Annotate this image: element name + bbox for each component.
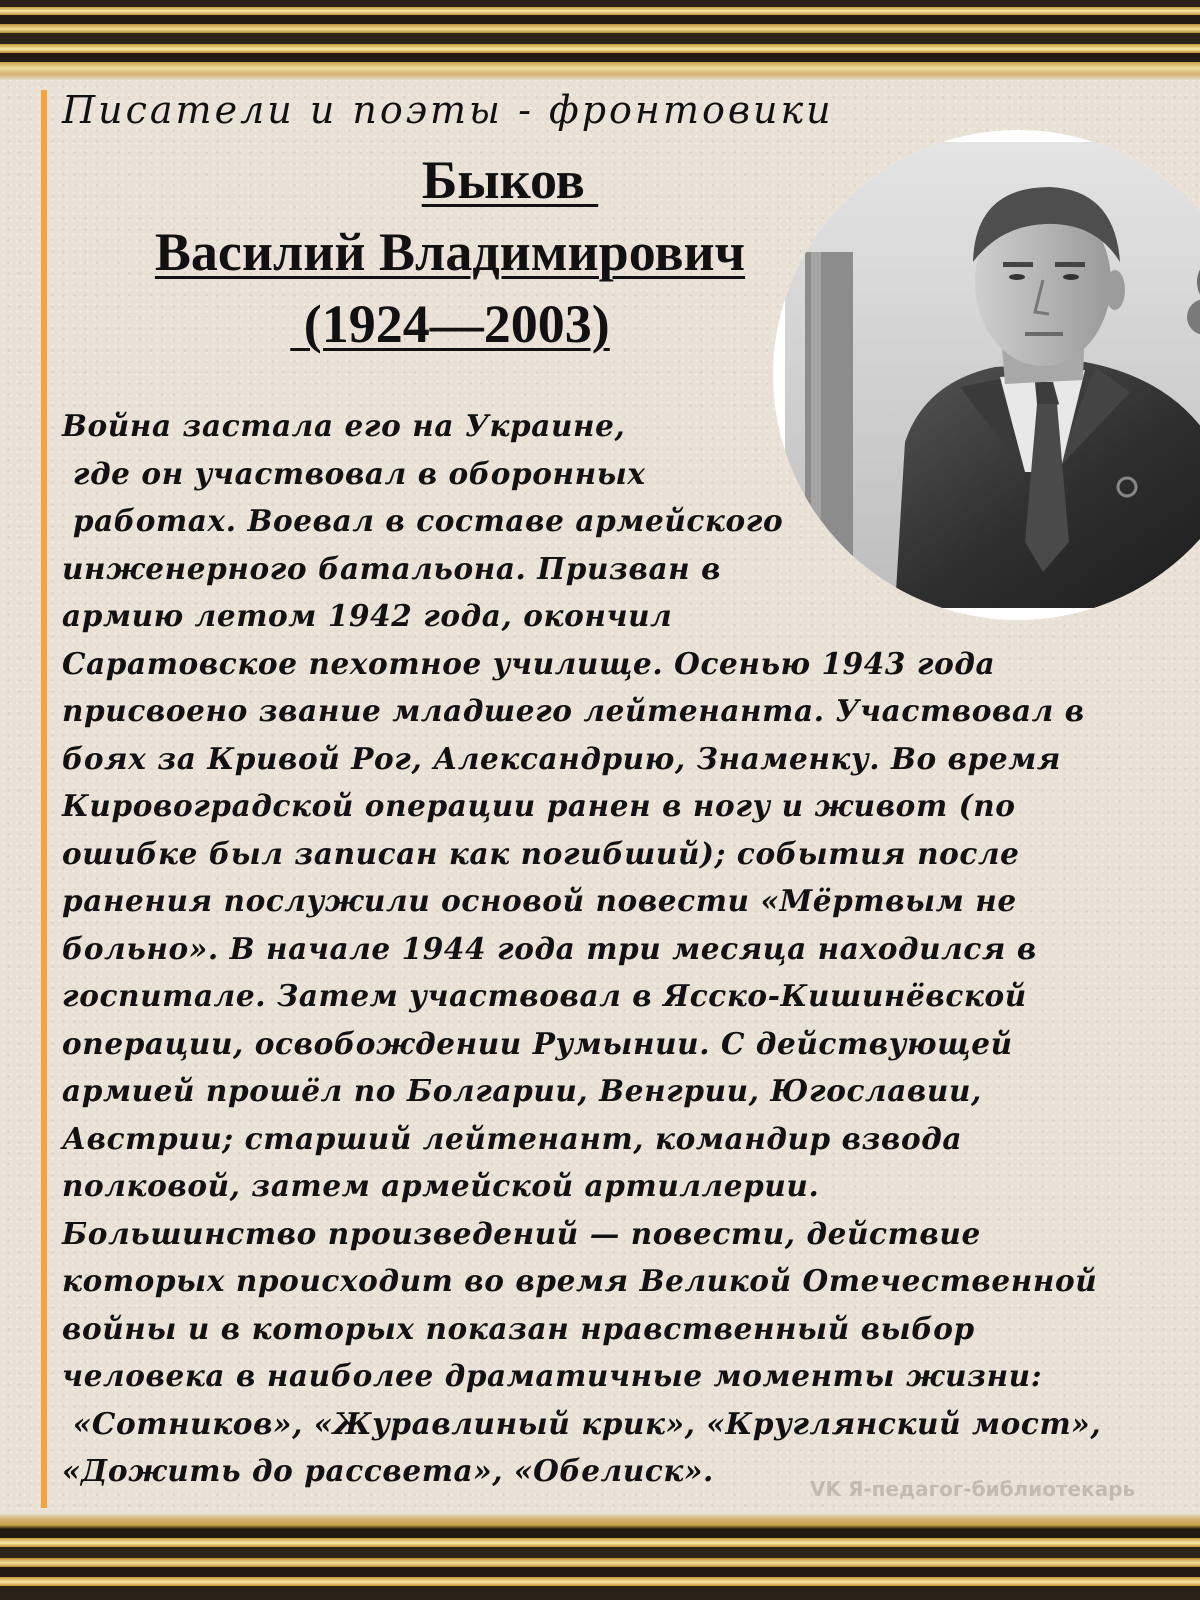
bio-line: Австрии; старший лейтенант, командир взвода [62,1120,963,1156]
gold-frame-bottom [0,1514,1200,1600]
bio-line: где он участвовал в оборонных [62,455,646,491]
bio-line: «Дожить до рассвета», «Обелиск». [62,1453,714,1488]
bio-line: больно». В начале 1944 года три месяца находился в [62,930,1037,966]
gold-frame-top [0,0,1200,80]
surname: Быков [421,150,599,210]
series-title: Писатели и поэты - фронтовики [62,88,834,132]
bio-line: войны и в которых показан нравственный выбор [62,1310,975,1346]
orange-accent-line [41,90,47,1508]
surname-line [60,144,840,216]
bio-line: Война застала его на Украине, [62,408,626,443]
bio-line: Кировоградской операции ранен в ногу и живот (по [62,788,1016,823]
years-line [60,288,840,360]
bio-line: госпитале. Затем участвовал в Ясско-Кишинёвской [62,978,1027,1013]
given-names-line [60,216,840,288]
biography-text [62,402,1187,1495]
bio-line: операции, освобождении Румынии. С действующей [62,1025,1013,1061]
bio-line: Саратовское пехотное училище. Осенью 1943 года [62,645,996,681]
bio-line: инженерного батальона. Призван в [62,550,722,586]
bio-line: которых происходит во время Великой Отечественной [62,1263,1098,1298]
bio-line: полковой, затем армейской артиллерии. [62,1168,820,1203]
bio-line: армией прошёл по Болгарии, Венгрии, Югославии, [62,1073,982,1108]
given-names: Василий Владимирович [154,222,746,282]
bio-line: армию летом 1942 года, окончил [62,598,673,633]
bio-line: боях за Кривой Рог, Александрию, Знаменку. Во время [62,740,1061,776]
bio-line: человека в наиболее драматичные моменты жизни: [62,1358,1043,1393]
watermark-text: VK Я-педагог-библиотекарь [810,1477,1136,1501]
person-name-heading [60,144,840,360]
bio-line: присвоено звание младшего лейтенанта. Участвовал в [62,693,1085,728]
bio-line: ранения послужили основой повести «Мёртвым не [62,883,1017,918]
bio-line: «Сотников», «Журавлиный крик», «Круглянский мост», [62,1405,1102,1441]
life-years: (1924—2003) [290,294,610,354]
bio-line: работах. Воевал в составе армейского [62,503,784,538]
bio-line: ошибке был записан как погибший); события после [62,835,1020,871]
bio-line: Большинство произведений — повести, действие [62,1215,981,1251]
